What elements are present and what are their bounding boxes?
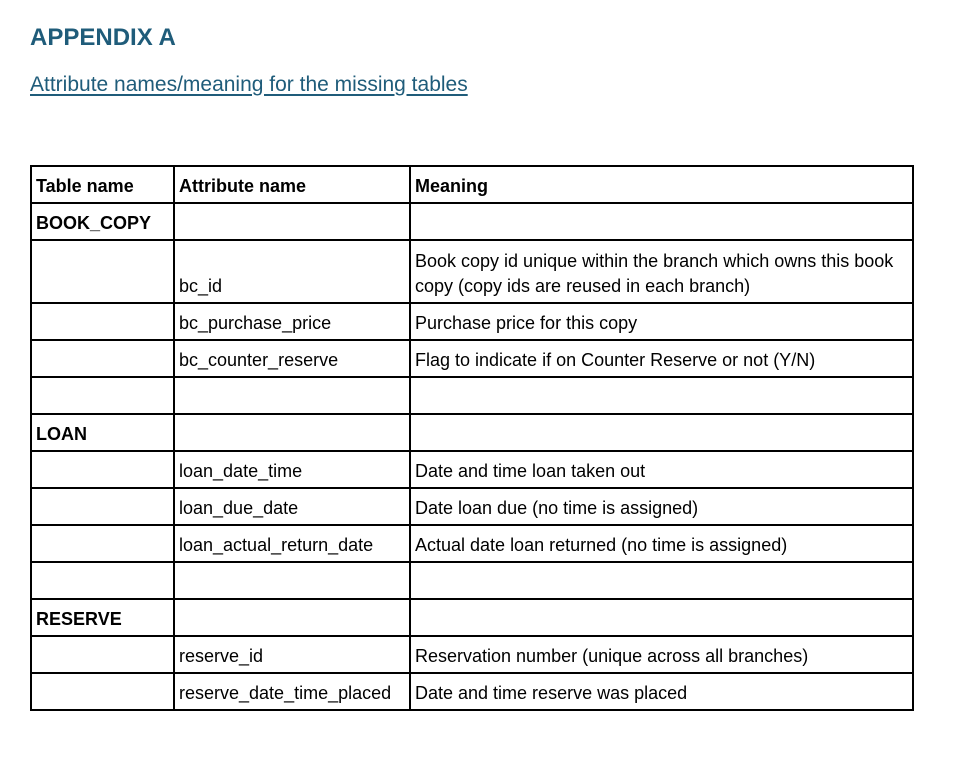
- table-name-cell: [31, 525, 174, 562]
- meaning-cell: Date and time loan taken out: [410, 451, 913, 488]
- attribute-cell: [174, 562, 410, 599]
- table-name-cell: [31, 303, 174, 340]
- attribute-cell: loan_due_date: [174, 488, 410, 525]
- attribute-cell: [174, 599, 410, 636]
- meaning-cell: Purchase price for this copy: [410, 303, 913, 340]
- attribute-cell: bc_purchase_price: [174, 303, 410, 340]
- attribute-cell: reserve_date_time_placed: [174, 673, 410, 710]
- table-row: [31, 636, 913, 673]
- attribute-cell: loan_actual_return_date: [174, 525, 410, 562]
- header-meaning: Meaning: [410, 166, 913, 203]
- table-row: [31, 203, 913, 240]
- meaning-cell: [410, 203, 913, 240]
- table-name-cell: [31, 377, 174, 414]
- meaning-cell: [410, 599, 913, 636]
- header-table-name: Table name: [31, 166, 174, 203]
- attribute-cell: [174, 414, 410, 451]
- table-name-cell: BOOK_COPY: [31, 203, 174, 240]
- meaning-cell: Actual date loan returned (no time is assigned): [410, 525, 913, 562]
- header-attribute-name: Attribute name: [174, 166, 410, 203]
- table-name-cell: [31, 451, 174, 488]
- meaning-cell: Reservation number (unique across all branches): [410, 636, 913, 673]
- meaning-cell: Flag to indicate if on Counter Reserve or not (Y/N): [410, 340, 913, 377]
- table-row: [31, 240, 913, 303]
- meaning-cell: [410, 377, 913, 414]
- table-name-cell: LOAN: [31, 414, 174, 451]
- page-title: APPENDIX A: [30, 24, 176, 51]
- table-row: [31, 303, 913, 340]
- table-row: [31, 525, 913, 562]
- meaning-cell: Date and time reserve was placed: [410, 673, 913, 710]
- attribute-cell: bc_counter_reserve: [174, 340, 410, 377]
- table-row: [31, 377, 913, 414]
- table-name-cell: [31, 340, 174, 377]
- meaning-cell: [410, 562, 913, 599]
- attribute-cell: bc_id: [174, 240, 410, 303]
- meaning-cell: [410, 414, 913, 451]
- table-row: [31, 414, 913, 451]
- attribute-cell: [174, 203, 410, 240]
- table-row: [31, 599, 913, 636]
- meaning-cell: Date loan due (no time is assigned): [410, 488, 913, 525]
- table-row: [31, 562, 913, 599]
- table-header-row: [31, 166, 913, 203]
- attribute-cell: reserve_id: [174, 636, 410, 673]
- table-name-cell: [31, 673, 174, 710]
- table-row: [31, 488, 913, 525]
- table-name-cell: RESERVE: [31, 599, 174, 636]
- section-subtitle: Attribute names/meaning for the missing tables: [30, 73, 468, 96]
- table-row: [31, 673, 913, 710]
- attribute-cell: [174, 377, 410, 414]
- table-name-cell: [31, 488, 174, 525]
- meaning-cell: Book copy id unique within the branch which owns this book copy (copy ids are reused in each branch): [410, 240, 913, 303]
- table-row: [31, 340, 913, 377]
- attribute-cell: loan_date_time: [174, 451, 410, 488]
- table-name-cell: [31, 562, 174, 599]
- table-name-cell: [31, 636, 174, 673]
- attribute-table: [30, 165, 914, 711]
- table-row: [31, 451, 913, 488]
- table-name-cell: [31, 240, 174, 303]
